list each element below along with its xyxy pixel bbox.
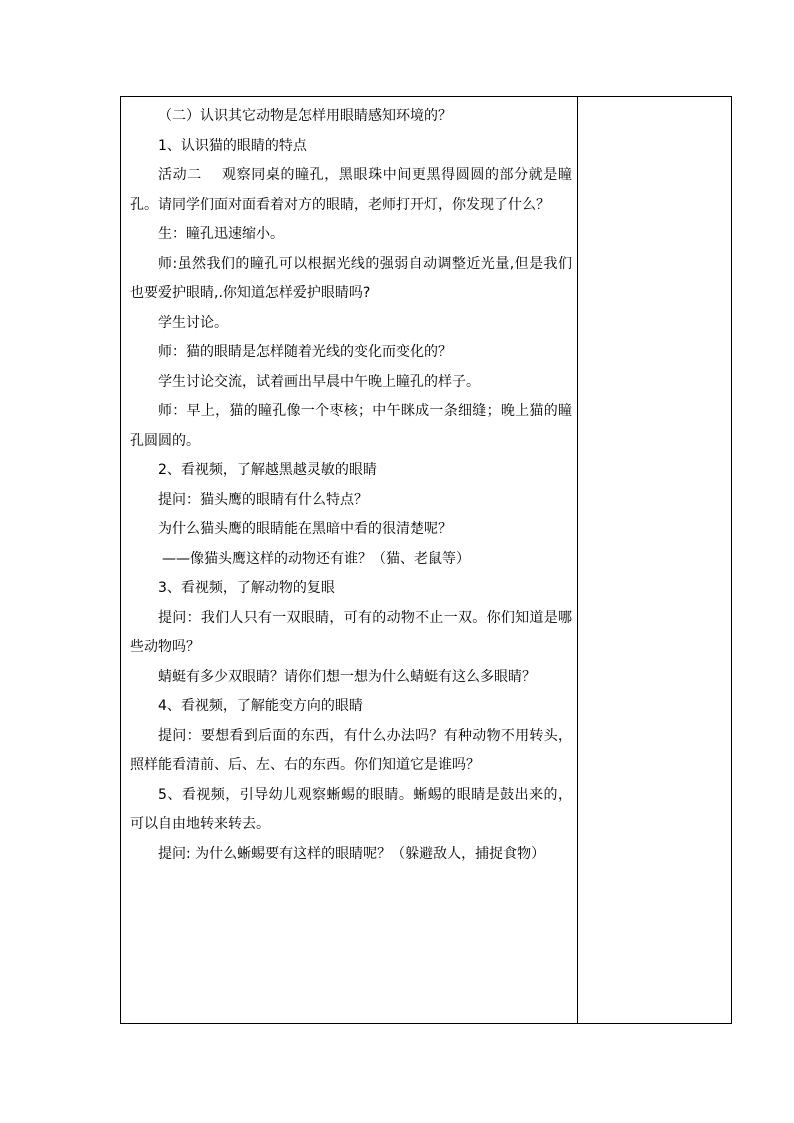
paragraph-student-discuss: 学生讨论。	[158, 314, 228, 331]
paragraph-activity-two: 活动二 观察同桌的瞳孔，黑眼珠中间更黑得圆圆的部分就是瞳孔。请同学们面对面看着对方的眼睛，老师打开灯，你发现了什么？	[130, 167, 572, 213]
subheading-compound-eyes: 3、看视频，了解动物的复眼	[158, 580, 335, 596]
paragraph-owl-others: ——像猫头鹰这样的动物还有谁？（猫、老鼠等）	[162, 550, 470, 567]
paragraph-student-draw: 学生讨论交流，试着画出早晨中午晚上瞳孔的样子。	[158, 373, 480, 390]
paragraph-dragonfly: 蜻蜓有多少双眼睛？请你们想一想为什么蜻蜓有这么多眼睛？	[158, 668, 536, 685]
paragraph-lizard-video: 5、看视频，引导幼儿观察蜥蜴的眼睛。蜥蜴的眼睛是鼓出来的，可以自由地转来转去。	[130, 786, 572, 832]
lesson-content-cell	[130, 102, 572, 869]
paragraph-owl-question: 提问：猫头鹰的眼睛有什么特点？	[158, 491, 368, 508]
paragraph-compound-question: 提问：我们人只有一双眼睛，可有的动物不止一双。你们知道是哪些动物吗？	[130, 609, 572, 655]
subheading-cat-eyes: 1、认识猫的眼睛的特点	[158, 137, 307, 154]
paragraph-teacher-pupil-shapes: 师：早上，猫的瞳孔像一个枣核；中午眯成一条细缝；晚上猫的瞳孔圆圆的。	[130, 403, 572, 449]
paragraph-teacher-protect-eyes: 师:虽然我们的瞳孔可以根据光线的强弱自动调整近光量,但是我们也要爱护眼睛,.你知道怎样爱护眼睛吗?	[130, 255, 572, 301]
paragraph-teacher-question: 师：猫的眼睛是怎样随着光线的变化而变化的？	[158, 344, 452, 360]
paragraph-student-answer: 生：瞳孔迅速缩小。	[158, 226, 284, 242]
subheading-owl-eyes: 2、看视频，了解越黑越灵敏的眼睛	[158, 462, 377, 478]
paragraph-direction-question: 提问：要想看到后面的东西，有什么办法吗？有种动物不用转头，照样能看清前、后、左、右的东西。你们知道它是谁吗？	[130, 727, 572, 773]
subheading-direction-eyes: 4、看视频，了解能变方向的眼睛	[158, 698, 363, 714]
lesson-table	[120, 96, 732, 1024]
paragraph-lizard-question: 提问: 为什么蜥蜴要有这样的眼睛呢？（躲避敌人，捕捉食物）	[158, 845, 546, 862]
paragraph-owl-why: 为什么猫头鹰的眼睛能在黑暗中看的很清楚呢？	[158, 521, 452, 537]
section-heading: （二）认识其它动物是怎样用眼睛感知环境的？	[158, 108, 452, 124]
notes-cell	[578, 97, 731, 1023]
